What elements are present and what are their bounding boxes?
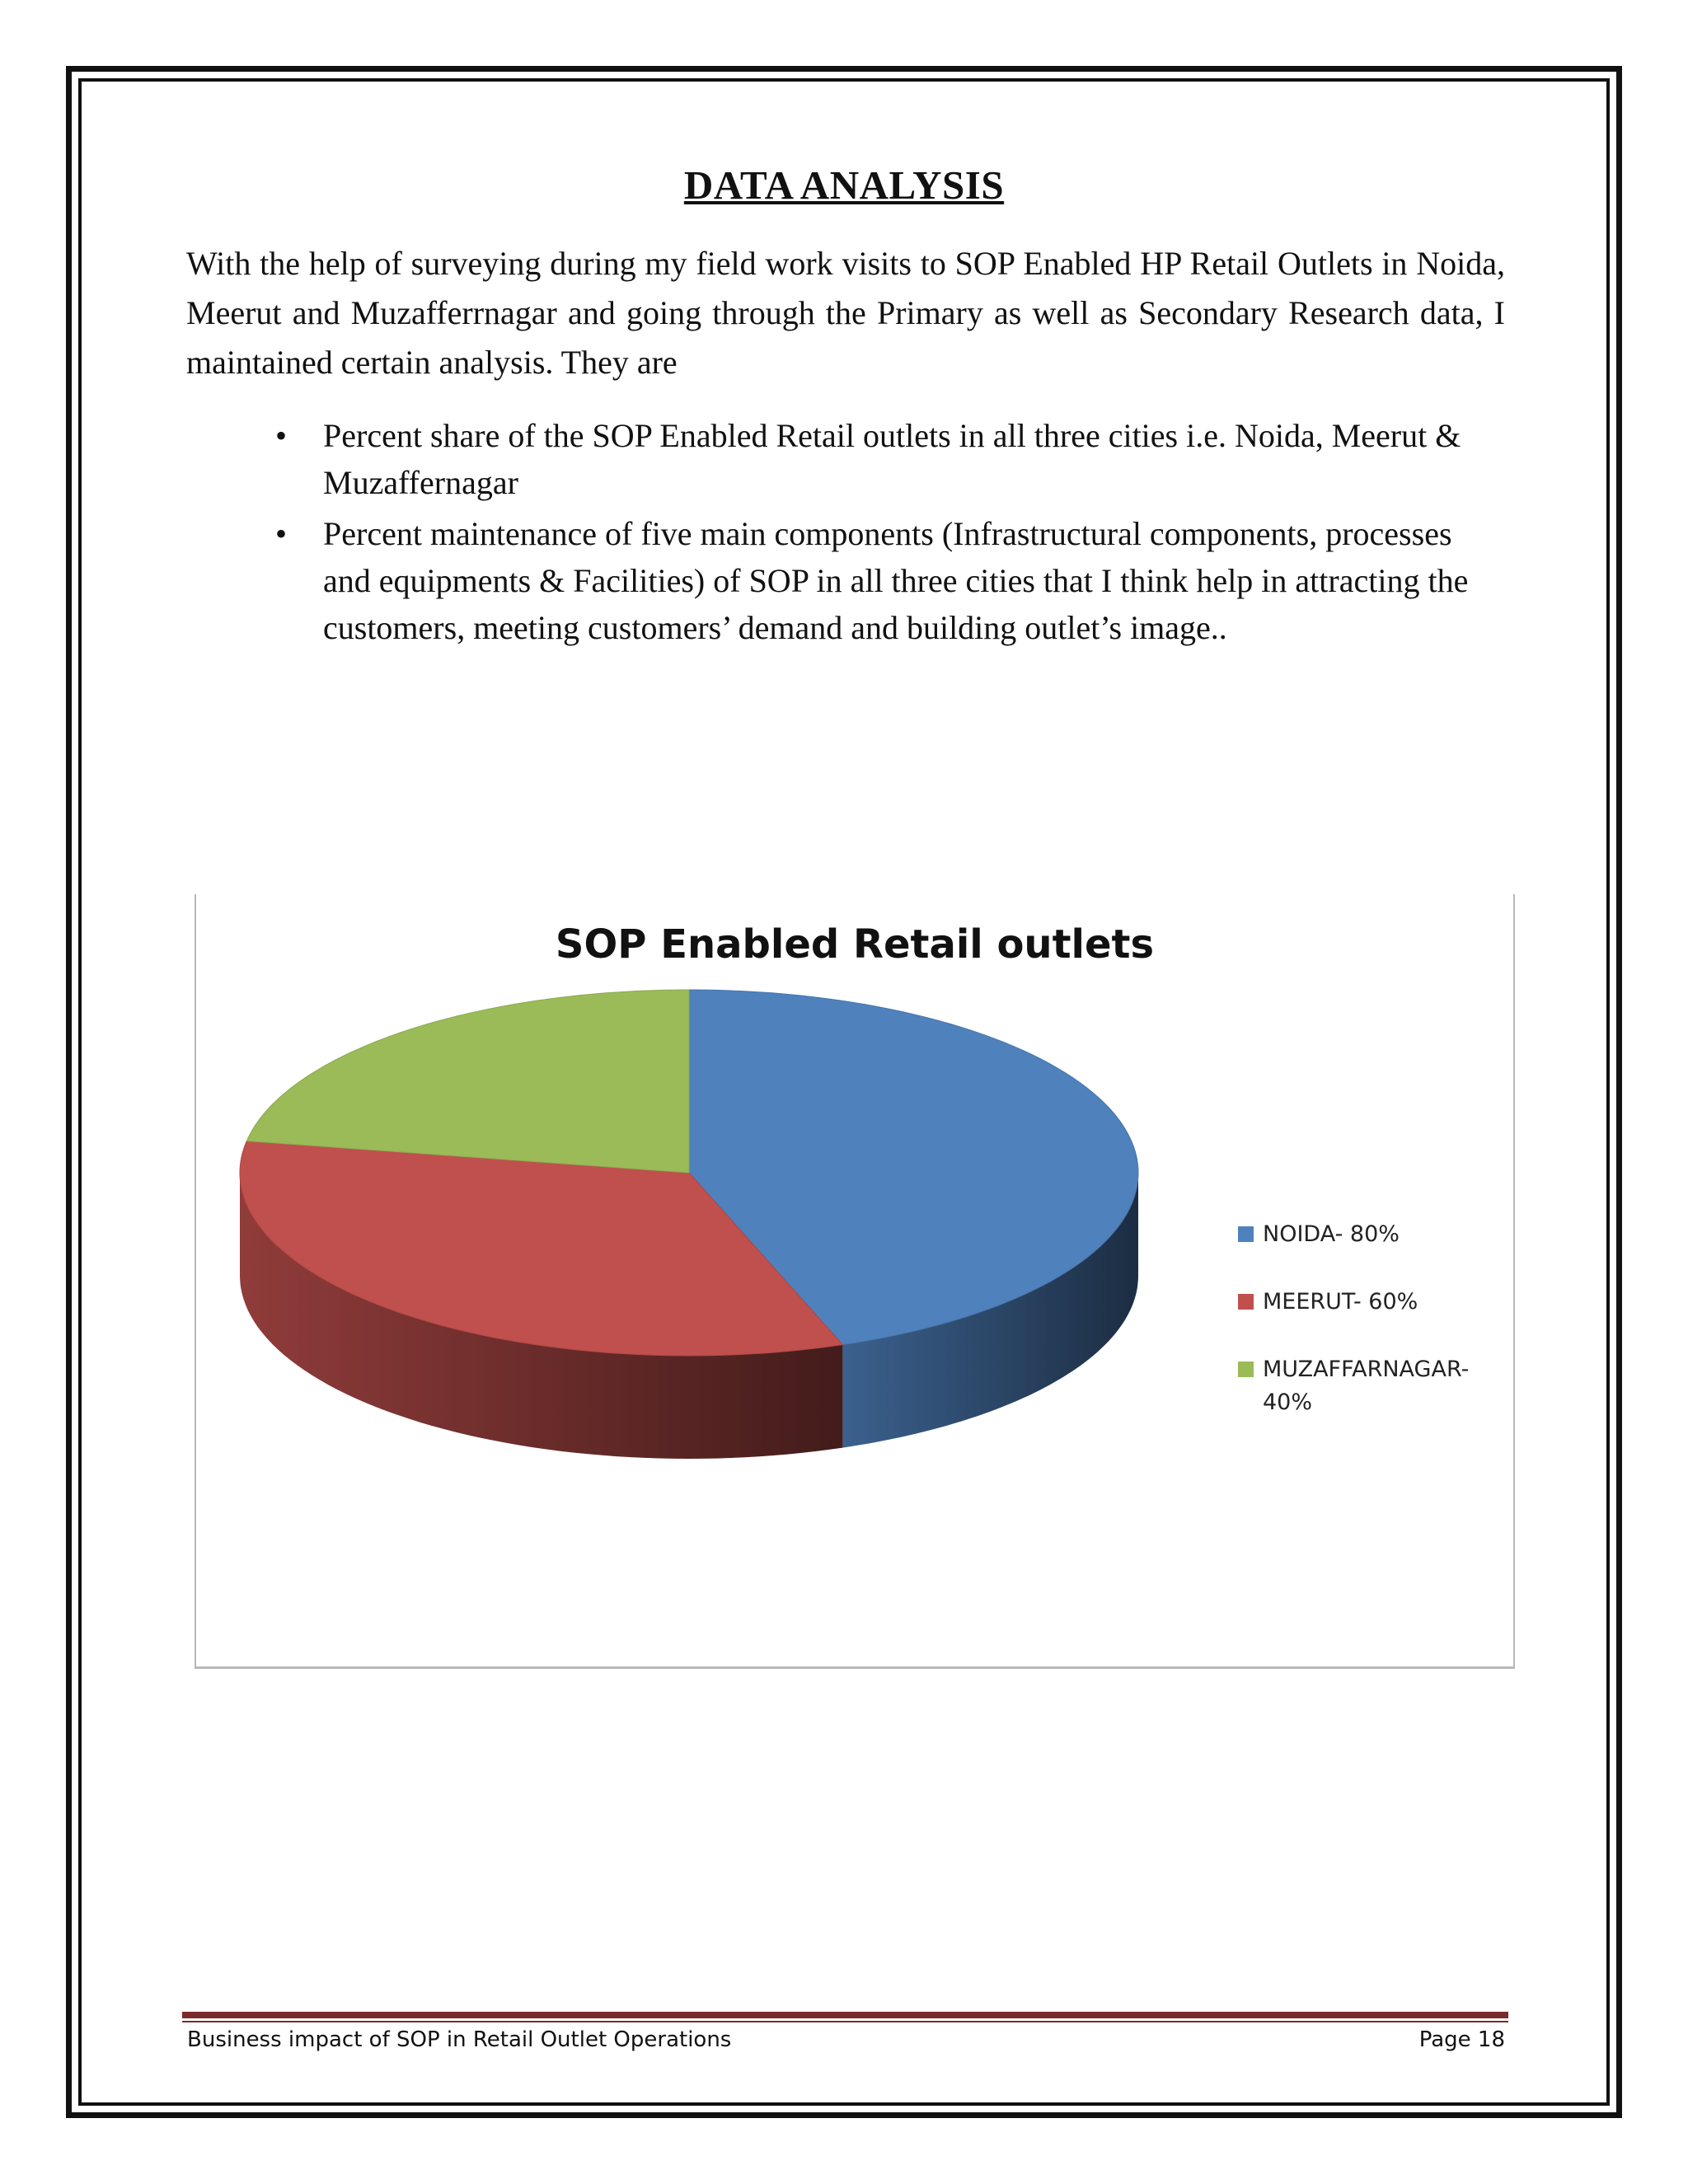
bullet-icon: • (275, 417, 288, 454)
legend-label: MUZAFFARNAGAR- 40% (1263, 1357, 1470, 1415)
legend-label: MEERUT- 60% (1263, 1289, 1418, 1315)
legend-item-meerut (1238, 1286, 1510, 1319)
legend-item-muzaffarnagar (1238, 1353, 1510, 1419)
legend-label: NOIDA- 80% (1263, 1221, 1400, 1247)
footer-rule (182, 2012, 1508, 2018)
legend-swatch (1238, 1361, 1254, 1377)
list-item (186, 510, 1505, 651)
list-item (186, 412, 1505, 506)
legend-swatch (1238, 1294, 1254, 1310)
legend-swatch (1238, 1226, 1254, 1242)
bullet-icon: • (275, 515, 288, 552)
footer-rule-thin (182, 2021, 1508, 2022)
pie-slice (246, 990, 689, 1173)
intro-paragraph: With the help of surveying during my field work visits to SOP Enabled HP Retail Outlets in Noida, Meerut and Muzafferrnagar and going through the Primary as well as Secondary Research data, I maintained certain analysis. They are (186, 245, 1505, 381)
chart-legend (1238, 1218, 1510, 1454)
page-heading: DATA ANALYSIS (683, 162, 1005, 208)
footer-title: Business impact of SOP in Retail Outlet Operations (187, 2027, 732, 2052)
list-item-text: Percent maintenance of five main components (Infrastructural components, processes and equipments & Facilities) of SOP in all three cities that I think help in attracting the customers, meeting customers’ demand and building outlet’s image.. (323, 515, 1469, 646)
pie-chart (195, 894, 1515, 1669)
list-item-text: Percent share of the SOP Enabled Retail outlets in all three cities i.e. Noida, Meerut & Muzaffernagar (323, 417, 1461, 501)
analysis-list (186, 412, 1505, 655)
chart-title: SOP Enabled Retail outlets (555, 921, 1155, 968)
legend-item-noida (1238, 1218, 1510, 1251)
page-number: Page 18 (1418, 2027, 1505, 2052)
